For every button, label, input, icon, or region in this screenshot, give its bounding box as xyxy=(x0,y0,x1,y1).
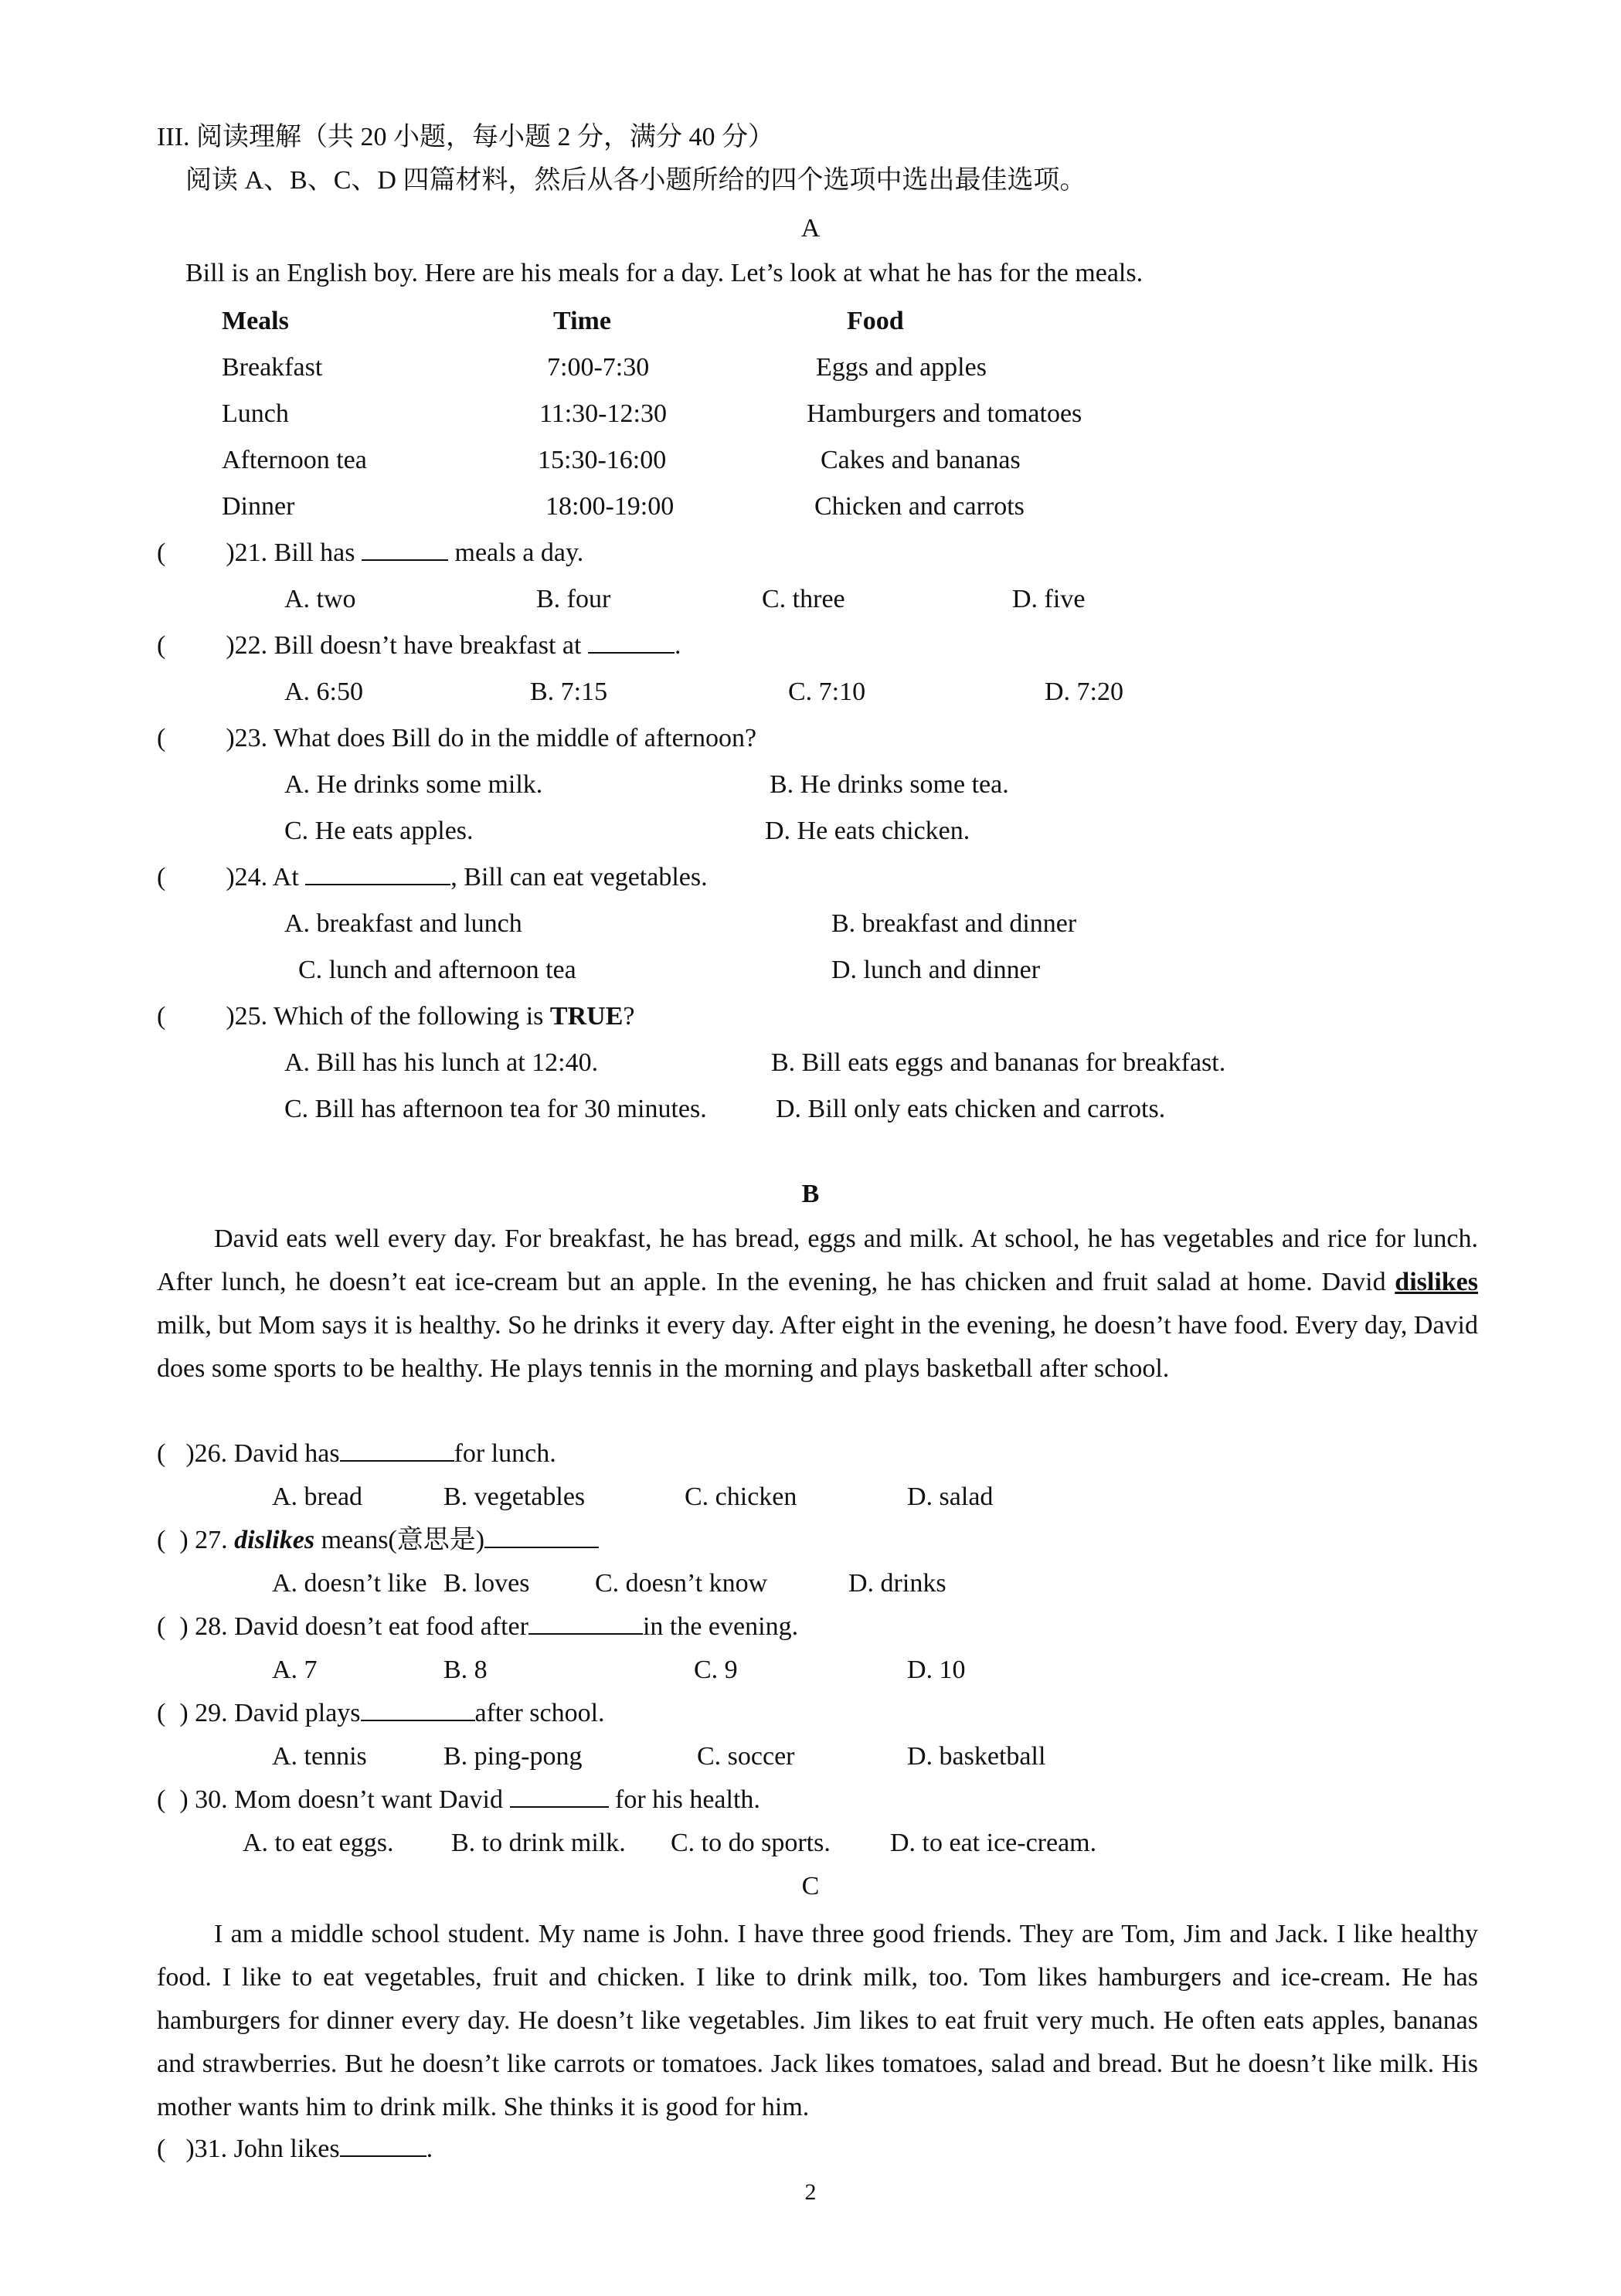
answer-blank xyxy=(362,536,448,561)
table-cell: 15:30-16:00 xyxy=(538,446,667,474)
option: A. He drinks some milk. xyxy=(284,770,543,799)
question-text: . xyxy=(674,631,681,660)
answer-blank xyxy=(305,861,450,885)
question-24 xyxy=(157,861,708,895)
question-27 xyxy=(157,1523,599,1557)
option: A. two xyxy=(284,585,356,613)
option: B. breakfast and dinner xyxy=(831,909,1077,938)
answer-paren: ( xyxy=(157,2135,166,2163)
option: D. He eats chicken. xyxy=(765,817,970,845)
passage-b-text xyxy=(157,1218,1478,1391)
option: D. basketball xyxy=(907,1742,1046,1771)
section-instruction: 阅读 A、B、C、D 四篇材料，然后从各小题所给的四个选项中选出最佳选项。 xyxy=(185,166,1086,195)
passage-a-intro: Bill is an English boy. Here are his meals for a day. Let’s look at what he has for the meals. xyxy=(185,259,1144,287)
option: C. Bill has afternoon tea for 30 minutes. xyxy=(284,1095,707,1123)
section-title: III. 阅读理解（共 20 小题，每小题 2 分，满分 40 分） xyxy=(157,123,774,151)
option: D. salad xyxy=(907,1483,994,1511)
question-31 xyxy=(157,2132,433,2166)
table-header-time: Time xyxy=(553,307,611,335)
question-text: after school. xyxy=(474,1699,605,1727)
answer-blank xyxy=(340,2132,426,2157)
answer-blank xyxy=(510,1783,609,1808)
question-text: means(意思是) xyxy=(314,1526,485,1554)
passage-c-label: C xyxy=(801,1872,820,1900)
table-cell: Chicken and carrots xyxy=(814,492,1025,521)
question-29 xyxy=(157,1697,605,1730)
option: A. Bill has his lunch at 12:40. xyxy=(284,1048,599,1077)
question-text: )21. Bill has xyxy=(226,538,362,567)
option: D. five xyxy=(1012,585,1086,613)
table-cell: 18:00-19:00 xyxy=(545,492,675,521)
question-text: ? xyxy=(623,1002,635,1031)
table-header-meals: Meals xyxy=(222,307,289,335)
question-text: )31. John likes xyxy=(185,2135,340,2163)
option: A. to eat eggs. xyxy=(243,1829,394,1857)
option: A. 6:50 xyxy=(284,678,363,706)
question-text: in the evening. xyxy=(642,1612,799,1641)
answer-blank xyxy=(340,1437,454,1462)
passage-text: milk, but Mom says it is healthy. So he drinks it every day. After eight in the evening, he doesn’t have food. Every day, David does some sports to be healthy. He plays tennis in the morning and plays basketball after school. xyxy=(157,1311,1478,1383)
option: A. 7 xyxy=(272,1656,318,1684)
answer-paren: ( xyxy=(157,724,166,752)
question-text: )24. At xyxy=(226,863,306,892)
option: B. four xyxy=(536,585,611,613)
table-cell: Breakfast xyxy=(222,353,323,382)
table-cell: Eggs and apples xyxy=(816,353,987,382)
table-cell: Afternoon tea xyxy=(222,446,367,474)
question-text: )25. Which of the following is xyxy=(226,1002,550,1031)
option: B. Bill eats eggs and bananas for breakfast. xyxy=(771,1048,1226,1077)
question-22 xyxy=(157,629,681,663)
option: D. lunch and dinner xyxy=(831,956,1041,984)
keyword-dislikes: dislikes xyxy=(1395,1268,1478,1296)
question-28 xyxy=(157,1610,798,1644)
answer-blank xyxy=(528,1610,643,1635)
passage-text: David eats well every day. For breakfast, he has bread, eggs and milk. At school, he has vegetables and rice for lunch. After lunch, he doesn’t eat ice-cream but an apple. In the evening, he has chicken and fruit salad at home. David xyxy=(157,1224,1478,1296)
option: B. ping-pong xyxy=(443,1742,583,1771)
question-text: ) 27. xyxy=(179,1526,235,1554)
option: C. three xyxy=(762,585,845,613)
question-text: meals a day. xyxy=(448,538,584,567)
question-text: ) 30. Mom doesn’t want David xyxy=(179,1785,510,1814)
question-25 xyxy=(157,1000,634,1034)
passage-c-text: I am a middle school student. My name is John. I have three good friends. They are Tom, Jim and Jack. I like healthy food. I like to eat vegetables, fruit and chicken. I like to drink milk, too. Tom likes hamburgers and ice-cream. He has hamburgers for dinner every day. He doesn’t like vegetables. Jim likes to eat fruit very much. He often eats apples, bananas and strawberries. But he doesn’t like carrots or tomatoes. Jack likes tomatoes, salad and bread. But he doesn’t like milk. His mother wants him to drink milk. She thinks it is good for him. xyxy=(157,1920,1478,2121)
option: C. He eats apples. xyxy=(284,817,474,845)
table-cell: Cakes and bananas xyxy=(821,446,1021,474)
option: B. to drink milk. xyxy=(451,1829,626,1857)
option: C. lunch and afternoon tea xyxy=(298,956,576,984)
passage-b-label: B xyxy=(801,1180,820,1208)
table-cell: 11:30-12:30 xyxy=(539,399,667,428)
option: C. 7:10 xyxy=(788,678,866,706)
answer-paren: ( xyxy=(157,1526,166,1554)
option: D. 7:20 xyxy=(1045,678,1123,706)
option: C. chicken xyxy=(685,1483,797,1511)
option: D. drinks xyxy=(848,1569,946,1598)
answer-paren: ( xyxy=(157,1699,166,1727)
table-cell: 7:00-7:30 xyxy=(547,353,650,382)
keyword-dislikes: dislikes xyxy=(234,1526,315,1554)
option: C. to do sports. xyxy=(671,1829,831,1857)
answer-paren: ( xyxy=(157,1439,166,1468)
option: C. soccer xyxy=(697,1742,795,1771)
answer-paren: ( xyxy=(157,863,166,892)
option: B. loves xyxy=(443,1569,530,1598)
question-text: )26. David has xyxy=(185,1439,340,1468)
question-text: ) 28. David doesn’t eat food after xyxy=(179,1612,528,1641)
option: B. 7:15 xyxy=(530,678,608,706)
question-23 xyxy=(157,722,756,756)
answer-blank xyxy=(588,629,675,654)
answer-paren: ( xyxy=(157,631,166,660)
table-cell: Hamburgers and tomatoes xyxy=(807,399,1082,428)
question-26 xyxy=(157,1437,556,1471)
emphasis-true: TRUE xyxy=(549,1002,624,1031)
option: D. 10 xyxy=(907,1656,966,1684)
table-cell: Lunch xyxy=(222,399,289,428)
answer-paren: ( xyxy=(157,538,166,567)
option: C. 9 xyxy=(694,1656,738,1684)
question-21 xyxy=(157,536,583,570)
option: A. breakfast and lunch xyxy=(284,909,522,938)
table-header-food: Food xyxy=(847,307,904,335)
table-cell: Dinner xyxy=(222,492,295,521)
question-text: for his health. xyxy=(608,1785,760,1814)
option: D. to eat ice-cream. xyxy=(890,1829,1097,1857)
passage-a-label: A xyxy=(800,214,821,243)
question-30 xyxy=(157,1783,760,1817)
option: A. doesn’t like xyxy=(272,1569,427,1598)
question-text: , Bill can eat vegetables. xyxy=(450,863,708,892)
answer-paren: ( xyxy=(157,1785,166,1814)
answer-blank xyxy=(484,1523,599,1548)
answer-paren: ( xyxy=(157,1612,166,1641)
answer-blank xyxy=(361,1697,475,1721)
option: D. Bill only eats chicken and carrots. xyxy=(776,1095,1166,1123)
option: A. bread xyxy=(272,1483,363,1511)
option: B. He drinks some tea. xyxy=(770,770,1009,799)
question-text: )23. What does Bill do in the middle of afternoon? xyxy=(226,724,757,752)
answer-paren: ( xyxy=(157,1002,166,1031)
option: A. tennis xyxy=(272,1742,367,1771)
option: C. doesn’t know xyxy=(595,1569,768,1598)
option: B. 8 xyxy=(443,1656,488,1684)
question-text: )22. Bill doesn’t have breakfast at xyxy=(226,631,588,660)
question-text: for lunch. xyxy=(454,1439,556,1468)
page-number: 2 xyxy=(804,2179,817,2205)
question-text: ) 29. David plays xyxy=(179,1699,361,1727)
question-text: . xyxy=(426,2135,433,2163)
option: B. vegetables xyxy=(443,1483,586,1511)
